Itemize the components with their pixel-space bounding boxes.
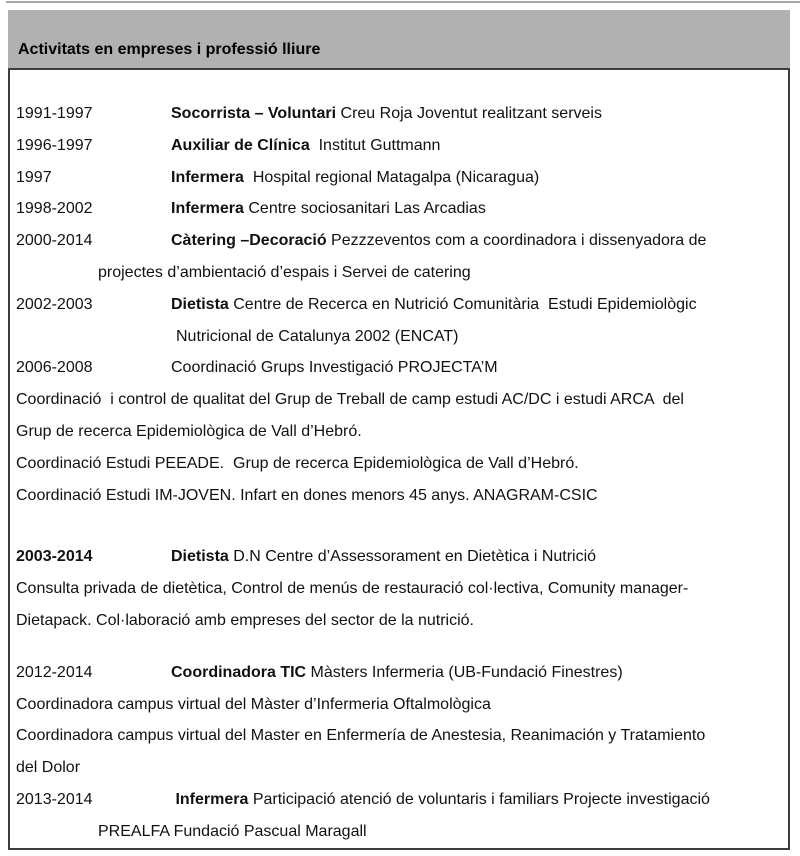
entry-date: 1997 xyxy=(16,168,52,186)
section-title: Activitats en empreses i professió lliure xyxy=(18,41,321,58)
entry-date: 1991-1997 xyxy=(16,105,93,122)
text-line xyxy=(16,321,782,353)
blank-spacer xyxy=(16,637,782,657)
entry-date: 2013-2014 xyxy=(16,790,93,808)
text-line xyxy=(16,257,782,289)
entry-text: Coordinació i control de qualitat del Grup de Treball de camp estudi AC/DC i estudi ARCA del xyxy=(16,391,684,409)
entry-text: Dietista D.N Centre d’Assessorament en Dietètica i Nutrició xyxy=(171,548,597,566)
entry-text: Coordinació Estudi IM-JOVEN. Infart en dones menors 45 anys. ANAGRAM-CSIC xyxy=(16,486,598,504)
text-line xyxy=(16,573,782,605)
entry-text: Consulta privada de dietètica, Control de menús de restauració col·lectiva, Comunity manager- xyxy=(16,580,689,598)
entry-text: Infermera Centre sociosanitari Las Arcadias xyxy=(171,200,486,218)
entry-date: 2003-2014 xyxy=(16,548,93,566)
entry-date: 2002-2003 xyxy=(16,295,93,313)
entry-text: Càtering –Decoració Pezzzeventos com a coordinadora i dissenyadora de xyxy=(171,232,707,250)
entry-text: Infermera Hospital regional Matagalpa (Nicaragua) xyxy=(171,168,540,186)
entry-text: Coordinació Grups Investigació PROJECTA’M xyxy=(171,359,498,377)
entry-line xyxy=(16,193,782,225)
text-line xyxy=(16,448,782,480)
text-line xyxy=(16,416,782,448)
entry-date: 2000-2014 xyxy=(16,232,93,250)
text-line xyxy=(16,752,782,784)
entry-line xyxy=(16,784,782,816)
entry-line xyxy=(16,162,782,194)
entry-line xyxy=(16,289,782,321)
text-line xyxy=(16,605,782,637)
entries-list xyxy=(16,98,782,848)
entry-text: PREALFA Fundació Pascual Maragall xyxy=(98,822,367,840)
entry-text: Coordinadora campus virtual del Master en Enfermería de Anestesia, Reanimación y Tratamiento xyxy=(16,727,706,745)
text-line xyxy=(16,689,782,721)
entry-date: 2006-2008 xyxy=(16,359,93,377)
entry-text: Auxiliar de Clínica Institut Guttmann xyxy=(171,136,441,154)
entry-line xyxy=(16,225,782,257)
text-line xyxy=(16,384,782,416)
entry-text: Infermera Participació atenció de voluntaris i familiars Projecte investigació xyxy=(171,790,710,808)
entry-line xyxy=(16,352,782,384)
top-horizontal-rule xyxy=(6,1,800,3)
entry-date: 1996-1997 xyxy=(16,136,93,154)
entry-text: Nutricional de Catalunya 2002 (ENCAT) xyxy=(176,327,459,345)
entry-text: projectes d’ambientació d’espais i Servei de catering xyxy=(98,263,471,281)
cv-activities-box xyxy=(8,68,790,850)
section-header-bar xyxy=(8,10,790,68)
text-line xyxy=(16,816,782,848)
entry-text: Coordinació Estudi PEEADE. Grup de recerca Epidemiològica de Vall d’Hebró. xyxy=(16,454,579,472)
entry-text: Socorrista – Voluntari Creu Roja Joventut realitzant serveis xyxy=(171,105,602,122)
entry-text: Coordinadora campus virtual del Màster d’Infermeria Oftalmològica xyxy=(16,695,491,713)
text-line xyxy=(16,480,782,512)
text-line xyxy=(16,720,782,752)
entry-text: Grup de recerca Epidemiològica de Vall d’Hebró. xyxy=(16,422,362,440)
entry-date: 2012-2014 xyxy=(16,663,93,681)
entry-line xyxy=(16,657,782,689)
entry-text: Dietista Centre de Recerca en Nutrició Comunitària Estudi Epidemiològic xyxy=(171,295,697,313)
entry-line xyxy=(16,98,782,130)
entry-text: Coordinadora TIC Màsters Infermeria (UB-Fundació Finestres) xyxy=(171,663,623,681)
entry-text: Dietapack. Col·laboració amb empreses del sector de la nutrició. xyxy=(16,611,474,629)
entry-date: 1998-2002 xyxy=(16,200,93,218)
entry-text: del Dolor xyxy=(16,759,81,777)
entry-line xyxy=(16,541,782,573)
blank-spacer xyxy=(16,511,782,541)
entry-line xyxy=(16,130,782,162)
